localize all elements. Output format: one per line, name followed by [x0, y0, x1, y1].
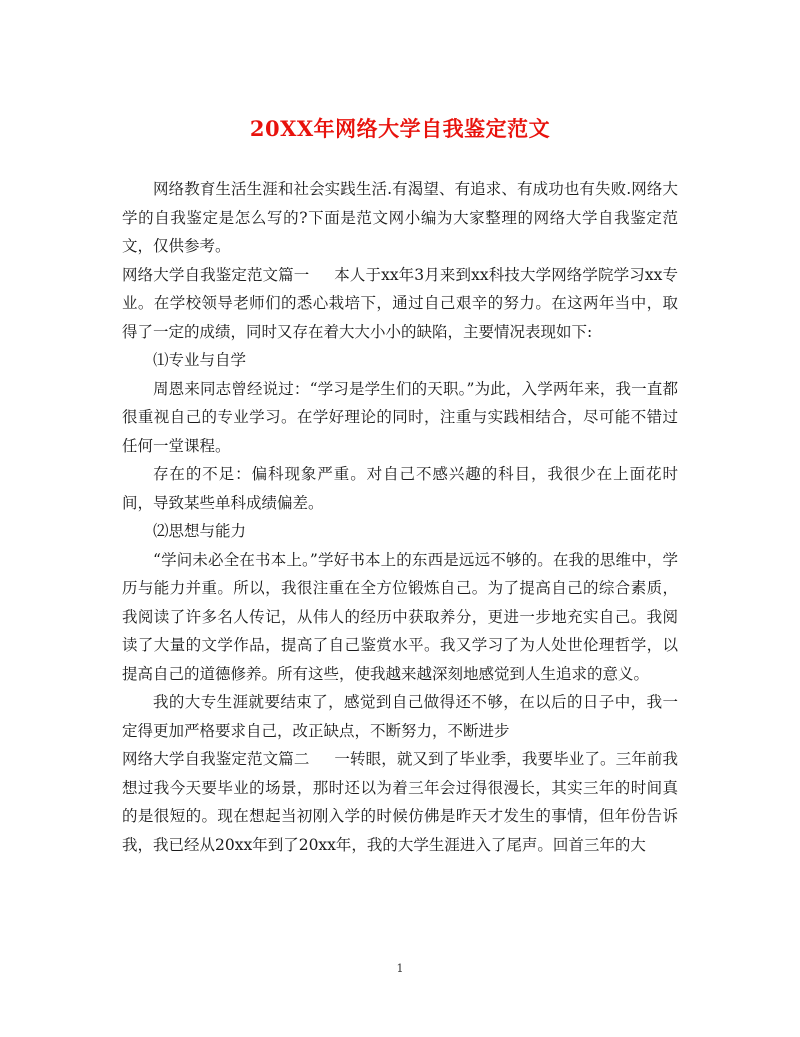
document-title: 20XX年网络大学自我鉴定范文: [249, 116, 551, 141]
section-two-text: 一转眼，就又到了毕业季，我要毕业了。三年前我想过我今天要毕业的场景，那时还以为着三年会过得很漫长，其实三年的时间真的是很短的。现在想起当初刚入学的时候仿佛是昨天才发生的事情，但年份告诉我，我已经从20xx年到了20xx年，我的大学生涯进入了尾声。回首三年的大: [122, 750, 678, 854]
document-body: [122, 175, 678, 859]
major-study-paragraph: 周恩来同志曾经说过：“学习是学生们的天职。”为此，入学两年来，我一直都很重视自己的专业学习。在学好理论的同时，注重与实践相结合，尽可能不错过任何一堂课程。: [122, 379, 678, 455]
section-two-paragraph: [122, 745, 678, 859]
section-one-text: 本人于xx年3月来到xx科技大学网络学院学习xx专业。在学校领导老师们的悉心栽培下，通过自己艰辛的努力。在这两年当中，取得了一定的成绩，同时又存在着大大小小的缺陷，主要情况表现如下:: [122, 265, 678, 341]
thought-ability-paragraph: “学问未必全在书本上。”学好书本上的东西是远远不够的。在我的思维中，学历与能力并重。所以，我很注重在全方位锻炼自己。为了提高自己的综合素质，我阅读了许多名人传记，从伟人的经历中获取养分，更进一步地充实自己。我阅读了大量的文学作品，提高了自己鉴赏水平。我又学习了为人处世伦理哲学，以提高自己的道德修养。所有这些，使我越来越深刻地感觉到人生追求的意义。: [122, 550, 678, 683]
intro-paragraph: 网络教育生活生涯和社会实践生活.有渴望、有追求、有成功也有失败.网络大学的自我鉴定是怎么写的?下面是范文网小编为大家整理的网络大学自我鉴定范文，仅供参考。: [122, 180, 678, 255]
subheading-thought-and-ability: ⑵思想与能力: [153, 522, 247, 540]
section-two-label: 网络大学自我鉴定范文篇二: [122, 750, 310, 768]
section-one-label: 网络大学自我鉴定范文篇一: [122, 265, 310, 284]
subheading-major-and-study: ⑴专业与自学: [153, 351, 247, 369]
shortcomings-paragraph: 存在的不足：偏科现象严重。对自己不感兴趣的科目，我很少在上面花时间，导致某些单科成绩偏差。: [122, 465, 678, 512]
section-one-paragraph: [122, 261, 678, 347]
closing-paragraph: 我的大专生涯就要结束了，感觉到自己做得还不够，在以后的日子中，我一定得更加严格要求自己，改正缺点，不断努力，不断进步: [122, 693, 678, 740]
page-number: 1: [396, 962, 404, 975]
